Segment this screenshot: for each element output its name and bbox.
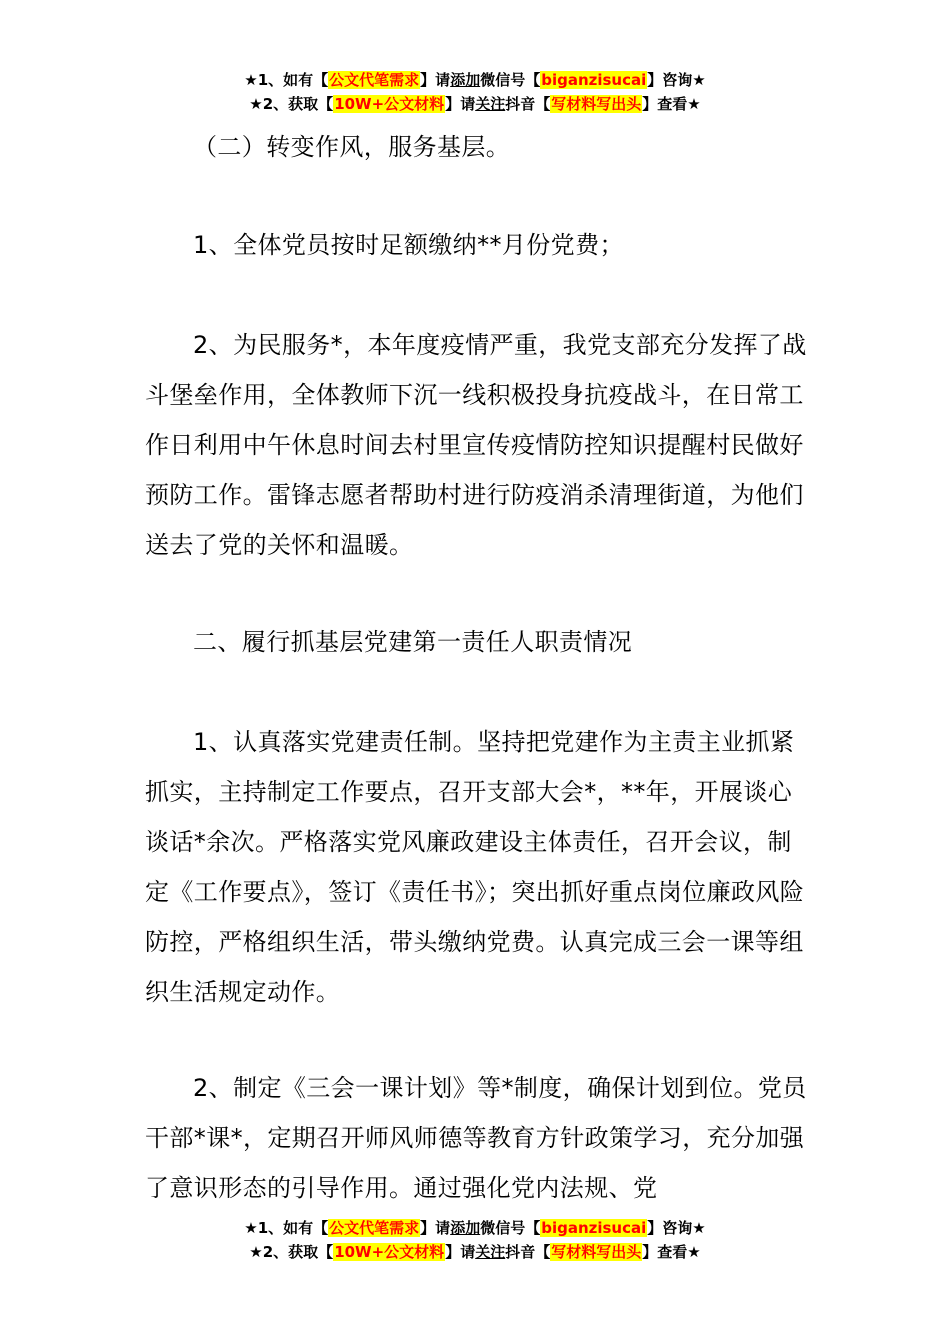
heading-text: 二、履行抓基层党建第一责任人职责情况: [193, 628, 633, 656]
paragraph-item: [145, 320, 807, 570]
banner-wechat-id: biganzisucai: [541, 71, 647, 89]
banner-douyin-name: 写材料写出头: [551, 1243, 642, 1261]
paragraph-text: 1、全体党员按时足额缴纳**月份党费；: [193, 231, 624, 259]
paragraph-text: 2、为民服务*，本年度疫情严重，我党支部充分发挥了战斗堡垒作用，全体教师下沉一线积极投身抗疫战斗，在日常工作日利用中午休息时间去村里宣传疫情防控知识提醒村民做好预防工作。雷锋志愿者帮助村进行防疫消杀清理街道，为他们送去了党的关怀和温暖。: [145, 331, 807, 559]
banner-highlight: 公文代笔需求: [329, 71, 420, 89]
section-heading: [145, 617, 807, 667]
banner-line-2: ★2、获取【10W+公文材料】请关注抖音【写材料写出头】查看★: [249, 1243, 701, 1261]
paragraph-item: [145, 717, 807, 1017]
header-banner: [0, 68, 950, 116]
banner-highlight: 10W+公文材料: [334, 95, 445, 113]
footer-banner: [0, 1216, 950, 1264]
heading-text: （二）转变作风，服务基层。: [193, 133, 511, 161]
banner-douyin-name: 写材料写出头: [551, 95, 642, 113]
paragraph-text: 1、认真落实党建责任制。坚持把党建作为主责主业抓紧抓实，主持制定工作要点，召开支部大会*，**年，开展谈心谈话*余次。严格落实党风廉政建设主体责任，召开会议，制定《工作要点》，签订《责任书》；突出抓好重点岗位廉政风险防控，严格组织生活，带头缴纳党费。认真完成三会一课等组织生活规定动作。: [145, 728, 805, 1006]
banner-line-1: ★1、如有【公文代笔需求】请添加微信号【biganzisucai】咨询★: [244, 1219, 706, 1237]
banner-highlight: 公文代笔需求: [329, 1219, 420, 1237]
paragraph-item: [145, 220, 807, 270]
banner-wechat-id: biganzisucai: [541, 1219, 647, 1237]
banner-line-1: ★1、如有【公文代笔需求】请添加微信号【biganzisucai】咨询★: [244, 71, 706, 89]
banner-highlight: 10W+公文材料: [334, 1243, 445, 1261]
section-heading: [145, 122, 807, 172]
paragraph-item: [145, 1063, 807, 1213]
banner-line-2: ★2、获取【10W+公文材料】请关注抖音【写材料写出头】查看★: [249, 95, 701, 113]
paragraph-text: 2、制定《三会一课计划》等*制度，确保计划到位。党员干部*课*，定期召开师风师德等教育方针政策学习，充分加强了意识形态的引导作用。通过强化党内法规、党: [145, 1074, 807, 1202]
